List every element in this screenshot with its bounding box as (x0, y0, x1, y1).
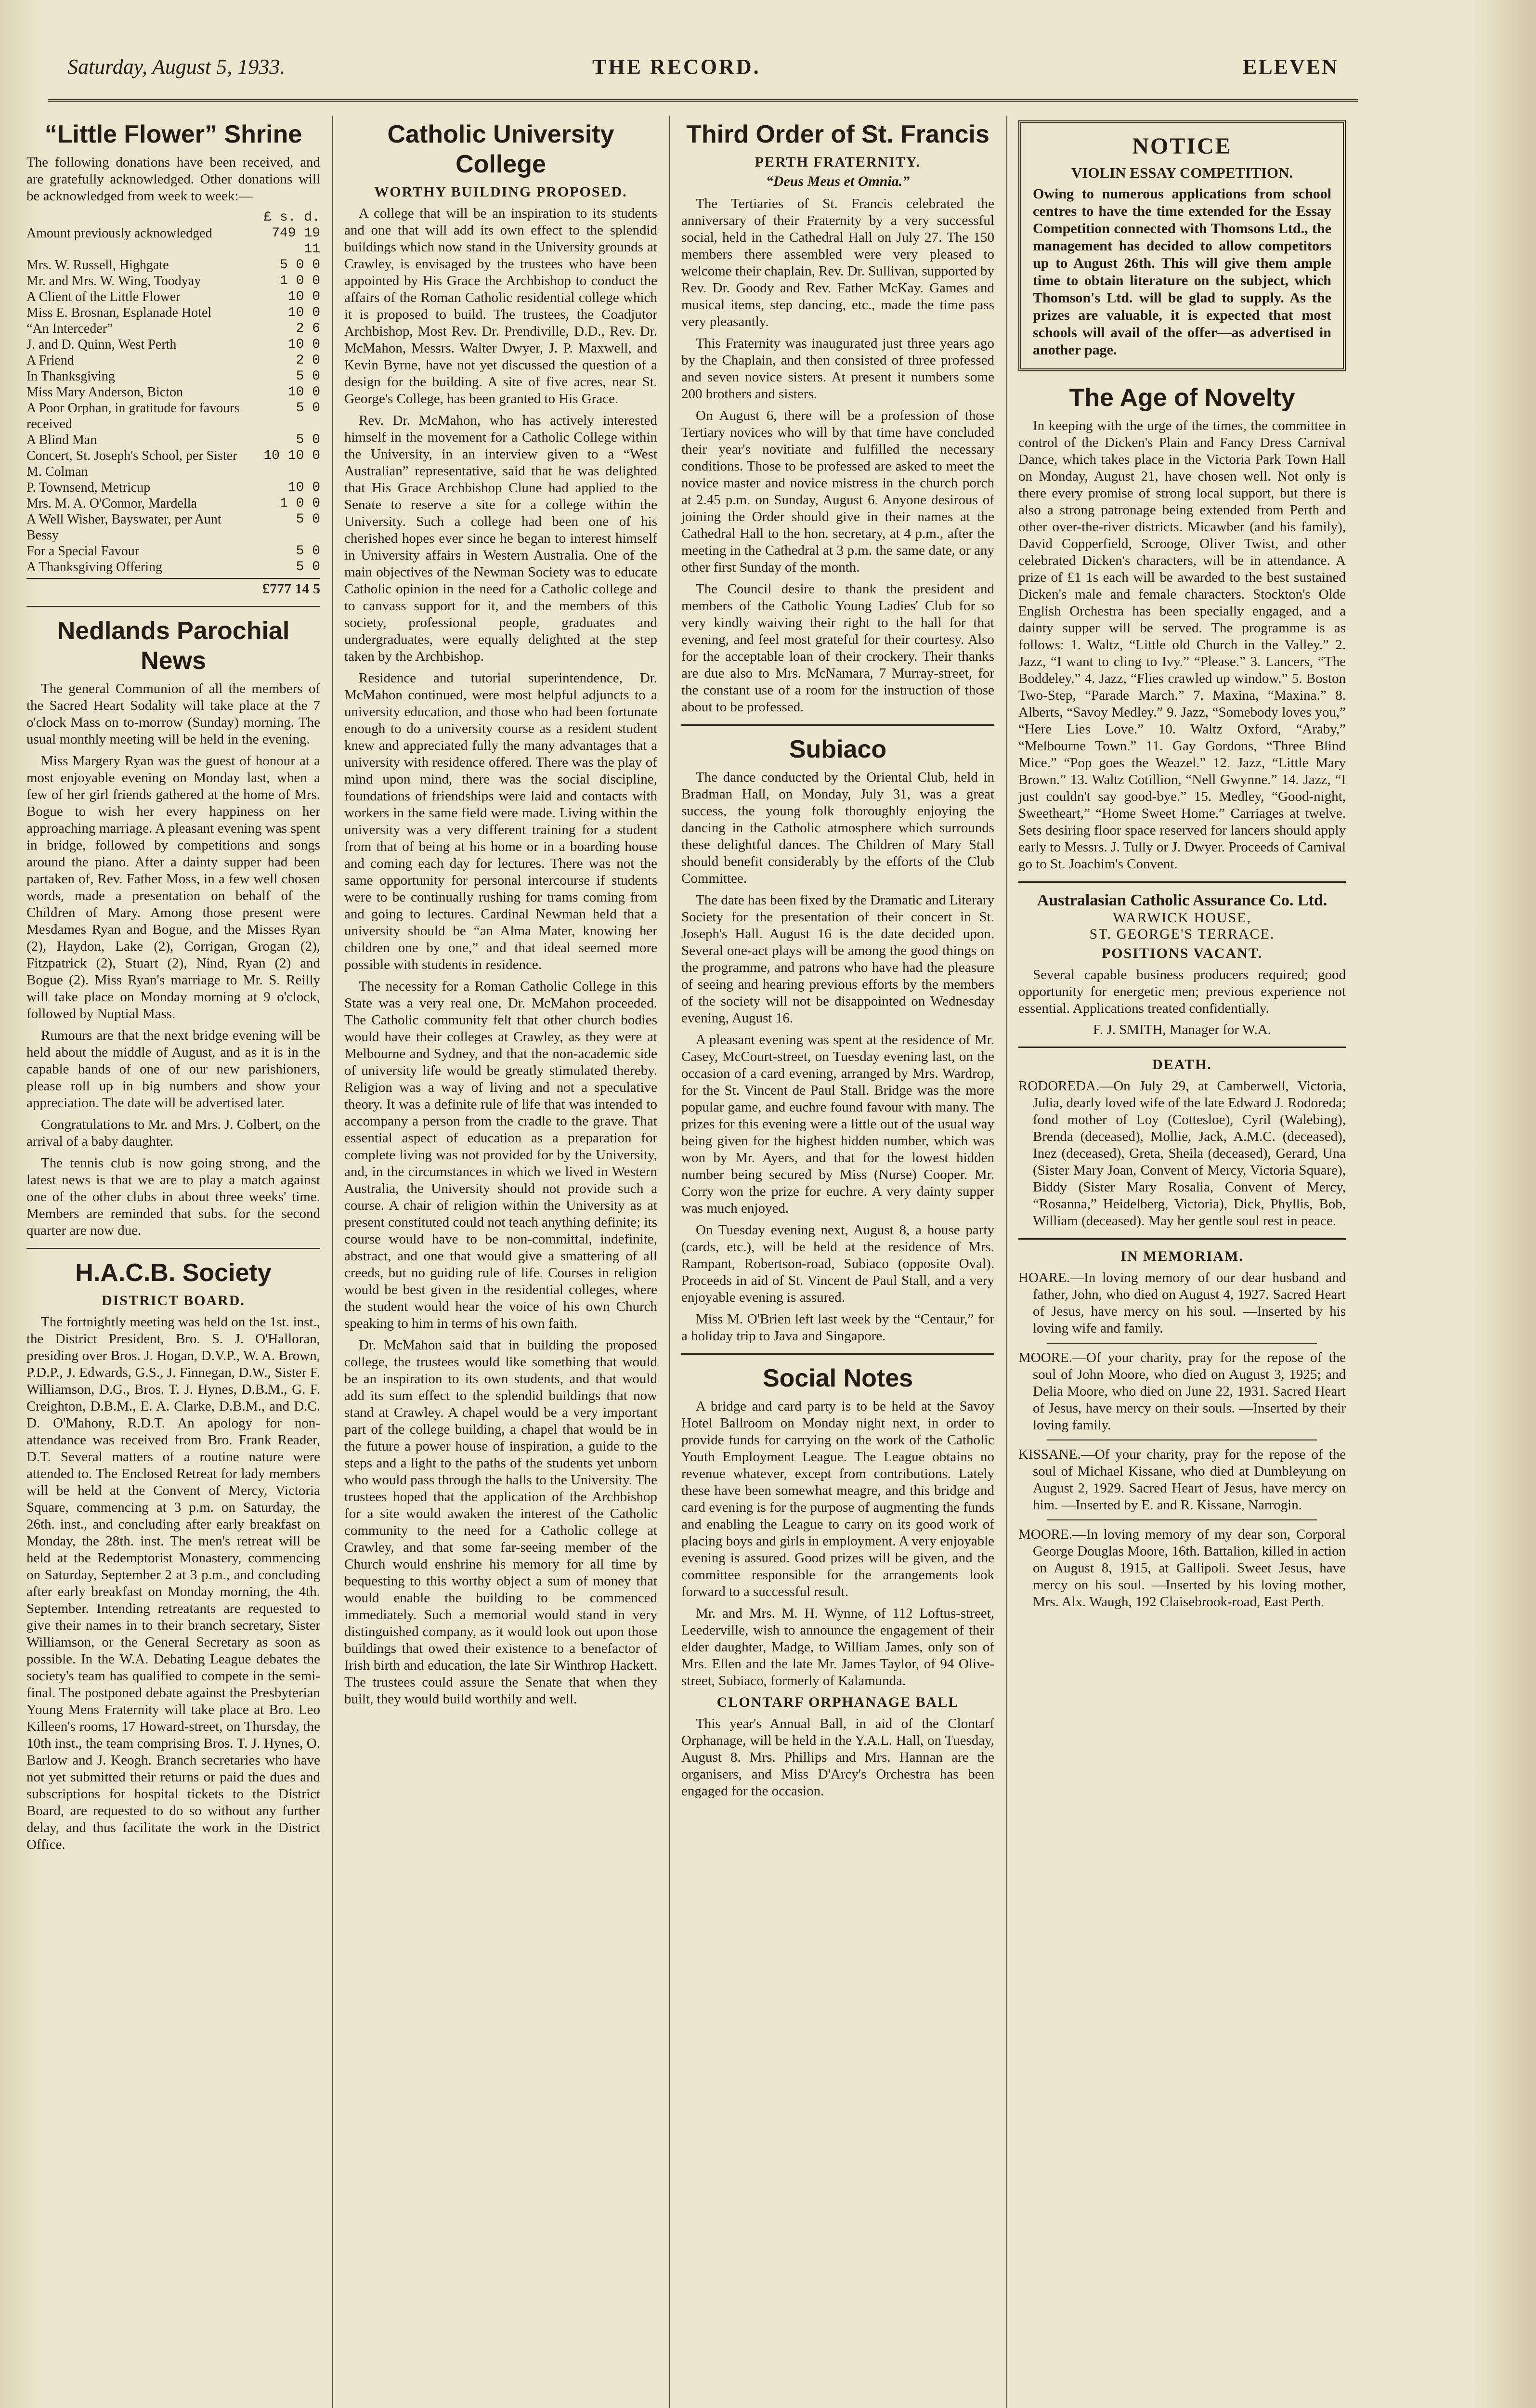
column-1 (26, 116, 320, 2408)
donor-name: A Client of the Little Flower (26, 289, 181, 304)
donation-amount: 10 0 (287, 337, 320, 352)
donor-name: Miss E. Brosnan, Esplanade Hotel (26, 305, 212, 320)
university-body (344, 205, 657, 1708)
donor-name: “An Interceder” (26, 321, 113, 336)
donor-name: A Poor Orphan, in gratitude for favours received (26, 401, 240, 432)
assurance-address-1: WARWICK HOUSE, (1113, 910, 1251, 926)
subiaco-body (681, 769, 994, 1345)
section-rule (26, 1248, 320, 1249)
masthead (48, 46, 1358, 102)
column-3 (681, 116, 994, 2408)
column-divider (332, 116, 333, 2408)
section-rule (681, 724, 994, 726)
section-rule (1018, 1238, 1346, 1240)
hacb-body (26, 1314, 320, 1853)
university-paragraph: Dr. McMahon said that in building the proposed college, the trustees would like something that would be an inspiration to its own students, and that would add its sum effect to the splendid buildings that now stand at Crawley. A chapel would be a very important part of the college building, a chapel that would be in the future a power house of inspiration, a guide to the steps and a light to the paths of the students yet unborn who would pass through the halls to the University. The trustees hoped that the application of the Archbishop for a site would awaken the interest of the Catholic community to the need for a Catholic college at Crawley, and that some far-seeing member of the Church would enshrine his memory for all time by bequesting to this worthy object a sum of money that would enable the building to be commenced immediately. Such a memorial would stand in very distinguished company, as it would look out upon those buildings that owed their existence to a benefactor of Irish birth and education, the late Sir Winthrop Hackett. The trustees could assure the Senate that when they built, they would build worthily and well. (344, 1337, 657, 1707)
memoriam-notice: HOARE.—In loving memory of our dear husband and father, John, who died on August 4, 1927. Sacred Heart of Jesus, have mercy on his soul. —Inserted by his loving wife and family. (1018, 1270, 1346, 1336)
donation-row (26, 337, 320, 353)
francis-body (681, 196, 994, 716)
university-headline: Catholic University College (387, 120, 614, 178)
nedlands-article (26, 616, 320, 1239)
death-notices (1018, 1057, 1346, 1230)
donor-name: Mr. and Mrs. W. Wing, Toodyay (26, 274, 201, 288)
column-divider (1006, 116, 1007, 2408)
francis-paragraph: On August 6, there will be a profession of those Tertiary novices who will by that time have concluded their year's novitiate and fulfilled the necessary conditions. Those to be professed are asked to meet the novice master and novice mistress in the church porch at 2.45 p.m. on Sunday, August 6. Anyone desirous of joining the Order should give in their names at the Cathedral Hall to the hon. secretary, at 4 p.m., after the meeting in the Cathedral at 3 p.m. the same date, or any other first Sunday of the month. (681, 408, 994, 575)
donation-amount: 10 10 0 (263, 448, 320, 463)
francis-paragraph: This Fraternity was inaugurated just three years ago by the Chaplain, and then consisted of three professed and seven novice sisters. At present it numbers some 200 brothers and sisters. (681, 336, 994, 402)
donation-row (26, 273, 320, 289)
donation-list (26, 225, 320, 575)
university-paragraph: Rev. Dr. McMahon, who has actively interested himself in the movement for a Catholic College within the University, in an interview given to a “West Australian” representative, said that he was delighted that His Grace Archbishop Clune had applied to the Senate to reserve a site for a college within the University. Such a college had been one of his cherished hopes ever since he began to interest himself in University affairs in Western Australia. One of the main objectives of the Newman Society was to educate Catholic opinion in the need for a Catholic college and to canvass support for it, and the members of this society, professional people, graduates and undergraduates, were equally delighted at the step taken by the Archbishop. (344, 413, 657, 664)
section-rule (1018, 1047, 1346, 1048)
university-paragraph: The necessity for a Roman Catholic College in this State was a very real one, Dr. McMahon proceeded. The Catholic community felt that other church bodies would have their colleges at Crawley, as they were at Melbourne and Sydney, and that the non-academic side of university life would be greatly stimulated thereby. Religion was a way of living and not a speculative theory. It was a definite rule of life that was intended to accompany a person from the cradle to the grave. That essential aspect of education as a preparation for complete living was not provided for by the University, and, in the circumstances in which we lived in Western Australia, the University should not provide such a course. A chair of religion within the University as at present constituted could not teach anything definite; its course would have to be non-committal, indefinite, abstract, and one that would give a smattering of all creeds, but no guiding rule of life. Courses in religion would be best given in the residential colleges, where the student would hear the voice of his own Church speaking to him in terms of his own faith. (344, 979, 657, 1331)
memoriam-separator (1047, 1519, 1317, 1520)
donor-name: Amount previously acknowledged (26, 226, 212, 241)
novelty-headline: The Age of Novelty (1069, 384, 1295, 412)
orphanage-paragraph: This year's Annual Ball, in aid of the Clontarf Orphanage, will be held in the Y.A.L. Hall, on Tuesday, August 8. Mrs. Phillips and Mrs. Hannan are the organisers, and Miss D'Arcy's Orchestra has been engaged for the occasion. (681, 1716, 994, 1799)
donation-amount: 10 0 (287, 480, 320, 495)
masthead-title: THE RECORD. (592, 55, 761, 79)
university-paragraph: A college that will be an inspiration to its students and one that will add its own effect to the splendid buildings which now stand in the University grounds at Crawley, is envisaged by the trustees who have been appointed by His Grace the Archbishop to conduct the affairs of the Roman Catholic residential college which it is proposed to build. The trustees, the Coadjutor Archbishop, Most Rev. Dr. Prendiville, D.D., Rev. Dr. McMahon, Messrs. Walter Dwyer, J. P. Maxwell, and Kevin Byrne, have not yet discussed the question of a design for the building. A site of five acres, near St. George's College, has been granted to His Grace. (344, 206, 657, 406)
donation-amount: 1 0 0 (279, 274, 320, 288)
novelty-body (1018, 418, 1346, 873)
university-paragraph: Residence and tutorial superintendence, Dr. McMahon continued, were most helpful adjuncts to a university education, and those who had been fortunate enough to do a university course as a resident student knew and appreciated fully the many advantages that a university with residence offered. There was the play of mind upon mind, there was the social discipline, foundations of friendships were laid and contacts with workers in the same field were made. Living within the university was a very different training for a student from that of being at his home or in a boarding house and coming each day for lectures. There was not the same opportunity for personal intercourse if students were to be continually rushing for trams coming from and going to lectures. Cardinal Newman held that a university should be “an Alma Mater, knowing her children one by one,” and that ideal seemed more possible with students in residence. (344, 670, 657, 972)
memoriam-notice: MOORE.—Of your charity, pray for the repose of the soul of John Moore, who died on August 3, 1925; and Delia Moore, who died on June 22, 1931. Sacred Heart of Jesus, have mercy on their souls. —Inserted by their loving family. (1018, 1350, 1346, 1433)
nedlands-body (26, 681, 320, 1239)
subiaco-paragraph: On Tuesday evening next, August 8, a house party (cards, etc.), will be held at the residence of Mrs. Rampant, Robertson-road, Subiaco (opposite Oval). Proceeds in aid of St. Vincent de Paul Stall, and a very enjoyable evening is assured. (681, 1222, 994, 1305)
donor-name: P. Townsend, Metricup (26, 480, 151, 495)
donation-row (26, 368, 320, 384)
donation-amount: 5 0 (296, 401, 320, 416)
donation-amount: 749 19 11 (272, 226, 320, 257)
subiaco-paragraph: A pleasant evening was spent at the residence of Mr. Casey, McCourt-street, on Tuesday evening last, on the occasion of a card evening, arranged by Mrs. Wardrop, for the St. Vincent de Paul Stall. Bridge was the more popular game, and euchre found favour with many. The prizes for this evening were a little out of the usual way being given for the highest hidden number, which was won by Mr. Ayers, and that for the lowest hidden number being secured by Miss (Nurse) Cooper. Mr. Corry won the prize for euchre. A very dainty supper was much enjoyed. (681, 1032, 994, 1216)
orphanage-subhead: CLONTARF ORPHANAGE BALL (716, 1694, 959, 1710)
donation-row (26, 432, 320, 448)
currency-header: £ s. d. (263, 210, 320, 225)
column-2 (344, 116, 657, 2408)
francis-subhead: PERTH FRATERNITY. (755, 154, 921, 170)
donation-amount: 10 0 (287, 385, 320, 400)
memoriam-headline: IN MEMORIAM. (1120, 1248, 1244, 1264)
notice-title: NOTICE (1132, 133, 1232, 159)
university-subhead: WORTHY BUILDING PROPOSED. (374, 184, 627, 200)
donor-name: A Friend (26, 353, 74, 368)
donation-row (26, 448, 320, 480)
donation-amount: 5 0 (296, 432, 320, 447)
social-paragraph: A bridge and card party is to be held at the Savoy Hotel Ballroom on Monday night next, in order to provide funds for carrying on the work of the Catholic Youth Employment League. The League obtains no revenue whatever, except from contributions. Lately these have been somewhat meagre, and this bridge and card evening is for the purpose of augmenting the funds and enabling the League to carry on its good work of placing boys and girls in employment. A very enjoyable evening is assured. Good prizes will be given, and the committee responsible for the arrangements look forward to a successful result. (681, 1399, 994, 1599)
column-4 (1018, 116, 1346, 2408)
section-rule (681, 1353, 994, 1355)
subiaco-headline: Subiaco (789, 735, 887, 763)
donor-name: A Blind Man (26, 432, 97, 447)
donation-row (26, 400, 320, 432)
positions-body: Several capable business producers required; good opportunity for energetic men; previous experience not essential. Applications treated confidentially. (1018, 967, 1346, 1016)
social-paragraph: Mr. and Mrs. M. H. Wynne, of 112 Loftus-street, Leederville, wish to announce the engagement of their elder daughter, Madge, to William James, only son of Mrs. Ellen and the late Mr. James Taylor, of 94 Olive-street, Subiaco, formerly of Kalamunda. (681, 1606, 994, 1688)
hacb-paragraph: The fortnightly meeting was held on the 1st. inst., the District President, Bro. S. J. O'Halloran, presiding over Bros. J. Hogan, D.V.P., W. A. Brown, P.D.P., J. Edwards, G.S., J. Finnegan, D.W., Sister F. Williamson, D.G., Bros. T. J. Hynes, D.B.M., G. F. Creighton, D.B.M., E. A. Clarke, D.B.M., and D.C. D. O'Mahony, R.D.T. An apology for non-attendance was received from Bro. Frank Reader, D.T. Several matters of a routine nature were attended to. The Enclosed Retreat for lady members will be held at the Convent of Mercy, Victoria Square, commencing at 3 p.m. on Saturday, the 26th. inst., and concluding after early breakfast on Monday, the 28th. inst. The men's retreat will be held at the Redemptorist Monastery, commencing on Saturday, September 2 at 3 p.m., and concluding after early breakfast on Monday morning, the 4th. September. Intending retreatants are requested to give their names in to their branch secretary, Sister Williamson, or the General Secretary as soon as possible. In the W.A. Debating League debates the society's team has qualified to compete in the semi-final. The postponed debate against the Presbyterian Young Mens Fraternity will take place at Bro. Leo Killeen's rooms, 17 Howard-street, on Thursday, the 10th inst., the team comprising Bros. T. J. Hynes, O. Barlow and J. Keogh. Branch secretaries who have not yet submitted their returns or paid the dues and subscriptions for hospital tickets to the District Board, are requested to do so without any further delay, and thus facilitate the work in the District Office. (26, 1314, 320, 1852)
notice-body: Owing to numerous applications from school centres to have the time extended for the Essay Competition connected with Thomsons Ltd., the management has decided to allow competitors up to August 26th. This will give them ample time to obtain literature on the subject, which Thomson's Ltd. will be glad to supply. As the prizes are valuable, it is expected that most schools will avail of the offer—as advertised in another page. (1033, 186, 1331, 358)
donation-amount: 1 0 0 (279, 496, 320, 511)
nedlands-paragraph: Congratulations to Mr. and Mrs. J. Colbert, on the arrival of a baby daughter. (26, 1117, 320, 1149)
donation-total: £777 14 5 (26, 578, 320, 597)
subiaco-paragraph: Miss M. O'Brien left last week by the “Centaur,” for a holiday trip to Java and Singapore. (681, 1311, 994, 1344)
donation-amount: 5 0 (296, 560, 320, 575)
memoriam-notices (1018, 1248, 1346, 1610)
francis-headline: Third Order of St. Francis (686, 120, 989, 148)
donation-row (26, 559, 320, 575)
hacb-headline: H.A.C.B. Society (75, 1259, 272, 1287)
memoriam-separator (1047, 1343, 1317, 1344)
nedlands-paragraph: The tennis club is now going strong, and the latest news is that we are to play a match against one of the other clubs in about three weeks' time. Members are reminded that subs. for the second quarter are now due. (26, 1155, 320, 1238)
nedlands-paragraph: Miss Margery Ryan was the guest of honour at a most enjoyable evening on Monday last, when a few of her girl friends gathered at the home of Mrs. Bogue to wish her every happiness on her approaching marriage. A pleasant evening was spent in bridge, followed by competitions and songs around the piano. After a dainty supper had been partaken of, Rev. Father Moss, in a few well chosen words, made a presentation on behalf of the Children of Mary. Among those present were Mesdames Ryan and Bogue, and the Misses Ryan (2), Haydon, Lake (2), Corrigan, Grogan (2), Fitzpatrick (2), Stuart (2), Nind, Ryan (2) and Bogue (2). Miss Ryan's marriage to Mr. S. Reilly will take place on Monday morning at 9 o'clock, followed by Nuptial Mass. (26, 753, 320, 1021)
masthead-page-number: ELEVEN (1243, 55, 1339, 79)
donor-name: Mrs. M. A. O'Connor, Mardella (26, 496, 197, 511)
positions-subhead: POSITIONS VACANT. (1101, 945, 1263, 961)
donation-row (26, 496, 320, 511)
donor-name: Miss Mary Anderson, Bicton (26, 385, 183, 400)
notice-box (1018, 120, 1346, 371)
memoriam-list (1018, 1269, 1346, 1610)
donor-name: A Well Wisher, Bayswater, per Aunt Bessy (26, 512, 221, 543)
donation-amount: 2 0 (296, 353, 320, 368)
assurance-headline: Australasian Catholic Assurance Co. Ltd. (1037, 891, 1328, 909)
death-notice: RODOREDA.—On July 29, at Camberwell, Victoria, Julia, dearly loved wife of the late Edward J. Rodoreda; fond mother of Loy (Cottesloe), Cyril (Walebing), Brenda (deceased), Mollie, Jack, A.M.C. (deceased), Inez (deceased), Greta, Sheila (deceased), Gerard, Una (Sister Mary Joan, Convent of Mercy, Victoria Square), Biddy (Sister Mary Rosalia, Convent of Mercy, “Rosanna,” Heidelberg, Victoria), Dick, Phyllis, Bob, William (deceased). May her gentle soul rest in peace. (1018, 1078, 1346, 1229)
nedlands-headline: Nedlands Parochial News (57, 617, 290, 675)
donation-row (26, 511, 320, 543)
donation-amount: 5 0 0 (279, 258, 320, 273)
little-flower-intro: The following donations have been received, and are gratefully acknowledged. Other donations will be acknowledged from week to week:— (26, 155, 320, 204)
social-headline: Social Notes (762, 1364, 913, 1392)
donation-row (26, 305, 320, 321)
donation-amount: 10 0 (287, 305, 320, 320)
assurance-signature: F. J. SMITH, Manager for W.A. (1093, 1022, 1271, 1037)
little-flower-article (26, 119, 320, 597)
nedlands-paragraph: The general Communion of all the members of the Sacred Heart Sodality will take place at the 7 o'clock Mass on to-morrow (Sunday) morning. The usual monthly meeting will be held in the evening. (26, 681, 320, 747)
donor-name: In Thanksgiving (26, 369, 115, 384)
assurance-ad (1018, 891, 1346, 1038)
social-body (681, 1398, 994, 1689)
donation-row (26, 225, 320, 257)
donor-name: A Thanksgiving Offering (26, 560, 163, 575)
column-divider (669, 116, 670, 2408)
donation-row (26, 384, 320, 400)
masthead-date: Saturday, August 5, 1933. (67, 55, 286, 79)
donor-name: J. and D. Quinn, West Perth (26, 337, 177, 352)
donation-row (26, 480, 320, 496)
hacb-article (26, 1258, 320, 1853)
nedlands-paragraph: Rumours are that the next bridge evening will be held about the middle of August, and as it is in the capable hands of one of our new parishioners, please roll up in big numbers and show your appreciation. The date will be advertised later. (26, 1028, 320, 1111)
notice-subhead: VIOLIN ESSAY COMPETITION. (1071, 164, 1293, 181)
donation-row (26, 257, 320, 273)
donation-row (26, 543, 320, 559)
death-headline: DEATH. (1152, 1057, 1212, 1073)
donor-name: Concert, St. Joseph's School, per Sister M. Colman (26, 448, 237, 479)
donation-amount: 5 0 (296, 512, 320, 527)
donor-name: Mrs. W. Russell, Highgate (26, 258, 169, 273)
donation-amount: 10 0 (287, 289, 320, 304)
hacb-subhead: DISTRICT BOARD. (102, 1293, 245, 1309)
francis-paragraph: The Council desire to thank the president and members of the Catholic Young Ladies' Club for so very kindly waiving their right to the hall for that evening, and feel most grateful for their courtesy. Also for the acceptable loan of their crockery. Their thanks are due also to Mrs. McNamara, 7 Murray-street, for the constant use of a room for the instruction of those about to be professed. (681, 581, 994, 715)
subiaco-paragraph: The date has been fixed by the Dramatic and Literary Society for the presentation of their concert in St. Joseph's Hall. August 16 is the date decided upon. Several one-act plays will be among the good things on the programme, and patrons who have had the pleasure of seeing and hearing previous efforts by the members of the society will not be disappointed on Wednesday evening, August 16. (681, 892, 994, 1026)
assurance-address-2: ST. GEORGE'S TERRACE. (1089, 926, 1275, 942)
donation-amount: 5 0 (296, 544, 320, 559)
little-flower-headline: “Little Flower” Shrine (44, 120, 302, 148)
donation-amount: 5 0 (296, 369, 320, 384)
donation-amount: 2 6 (296, 321, 320, 336)
section-rule (1018, 881, 1346, 883)
memoriam-notice: MOORE.—In loving memory of my dear son, Corporal George Douglas Moore, 16th. Battalion, killed in action on August 8, 1915, at Gallipoli. Sweet Jesus, have mercy on his soul. —Inserted by his loving mother, Mrs. Alx. Waugh, 192 Claisebrook-road, East Perth. (1018, 1527, 1346, 1610)
memoriam-notice: KISSANE.—Of your charity, pray for the repose of the soul of Michael Kissane, who died at Dumbleyung on August 2, 1929. Sacred Heart of Jesus, have mercy on him. —Inserted by E. and R. Kissane, Narrogin. (1018, 1447, 1346, 1513)
section-rule (26, 606, 320, 607)
subiaco-paragraph: The dance conducted by the Oriental Club, held in Bradman Hall, on Monday, July 31, was a great success, the young folk thoroughly enjoying the dancing in the Catholic atmosphere which surrounds these delightful dances. The Children of Mary Stall should benefit considerably by the efforts of the Club Committee. (681, 770, 994, 886)
donation-row (26, 353, 320, 368)
donation-row (26, 289, 320, 305)
francis-motto: “Deus Meus et Omnia.” (766, 173, 910, 189)
novelty-paragraph: In keeping with the urge of the times, the committee in control of the Dicken's Plain and Fancy Dress Carnival Dance, which takes place in the Victoria Park Town Hall on Monday, August 21, have chosen well. Not only is there every promise of strong local support, but there is also a strong patronage being extended from Perth and other over-the-river districts. Micawber (and his family), David Copperfield, Scrooge, Oliver Twist, and other celebrated Dicken's characters, will be in attendance. A prize of £1 1s each will be awarded to the best sustained Dicken's male and female characters. Stockton's Olde English Orchestra has been specially engaged, and a dainty supper will be served. The programme is as follows: 1. Waltz, “Little old Church in the Valley.” 2. Jazz, “I want to cling to Ivy.” “Please.” 3. Lancers, “The Boddeley.” 4. Jazz, “Flies crawled up window.” 5. Boston Two-Step, “Parade March.” 7. Maxina, “Maxina.” 8. Alberts, “Savoy Medley.” 9. Jazz, “Somebody loves you,” “Here Lies Love.” 10. Waltz Oxford, “Araby,” “Melbourne Town.” 11. Gay Gordons, “Three Blind Mice.” “Pop goes the Weazel.” 12. Jazz, “Little Mary Brown.” 13. Waltz Cotillion, “Nell Gwynne.” 14. Jazz, “I just couldn't say good-bye.” 15. Medley, “Good-night, Sweetheart,” “Home Sweet Home.” Carriages at twelve. Sets desiring floor space reserved for lancers should apply early to Messrs. J. Tully or J. Dwyer. Proceeds of Carnival go to St. Joachim's Convent. (1018, 418, 1346, 872)
francis-paragraph: The Tertiaries of St. Francis celebrated the anniversary of their Fraternity by a very successful social, held in the Cathedral Hall on July 27. The 150 members there assembled were very pleased to welcome their chaplain, Rev. Dr. Sullivan, supported by Rev. Dr. Goody and Rev. Father McKay. Games and musical items, step dancing, etc., made the time pass very pleasantly. (681, 196, 994, 329)
donor-name: For a Special Favour (26, 544, 140, 559)
donation-row (26, 321, 320, 337)
